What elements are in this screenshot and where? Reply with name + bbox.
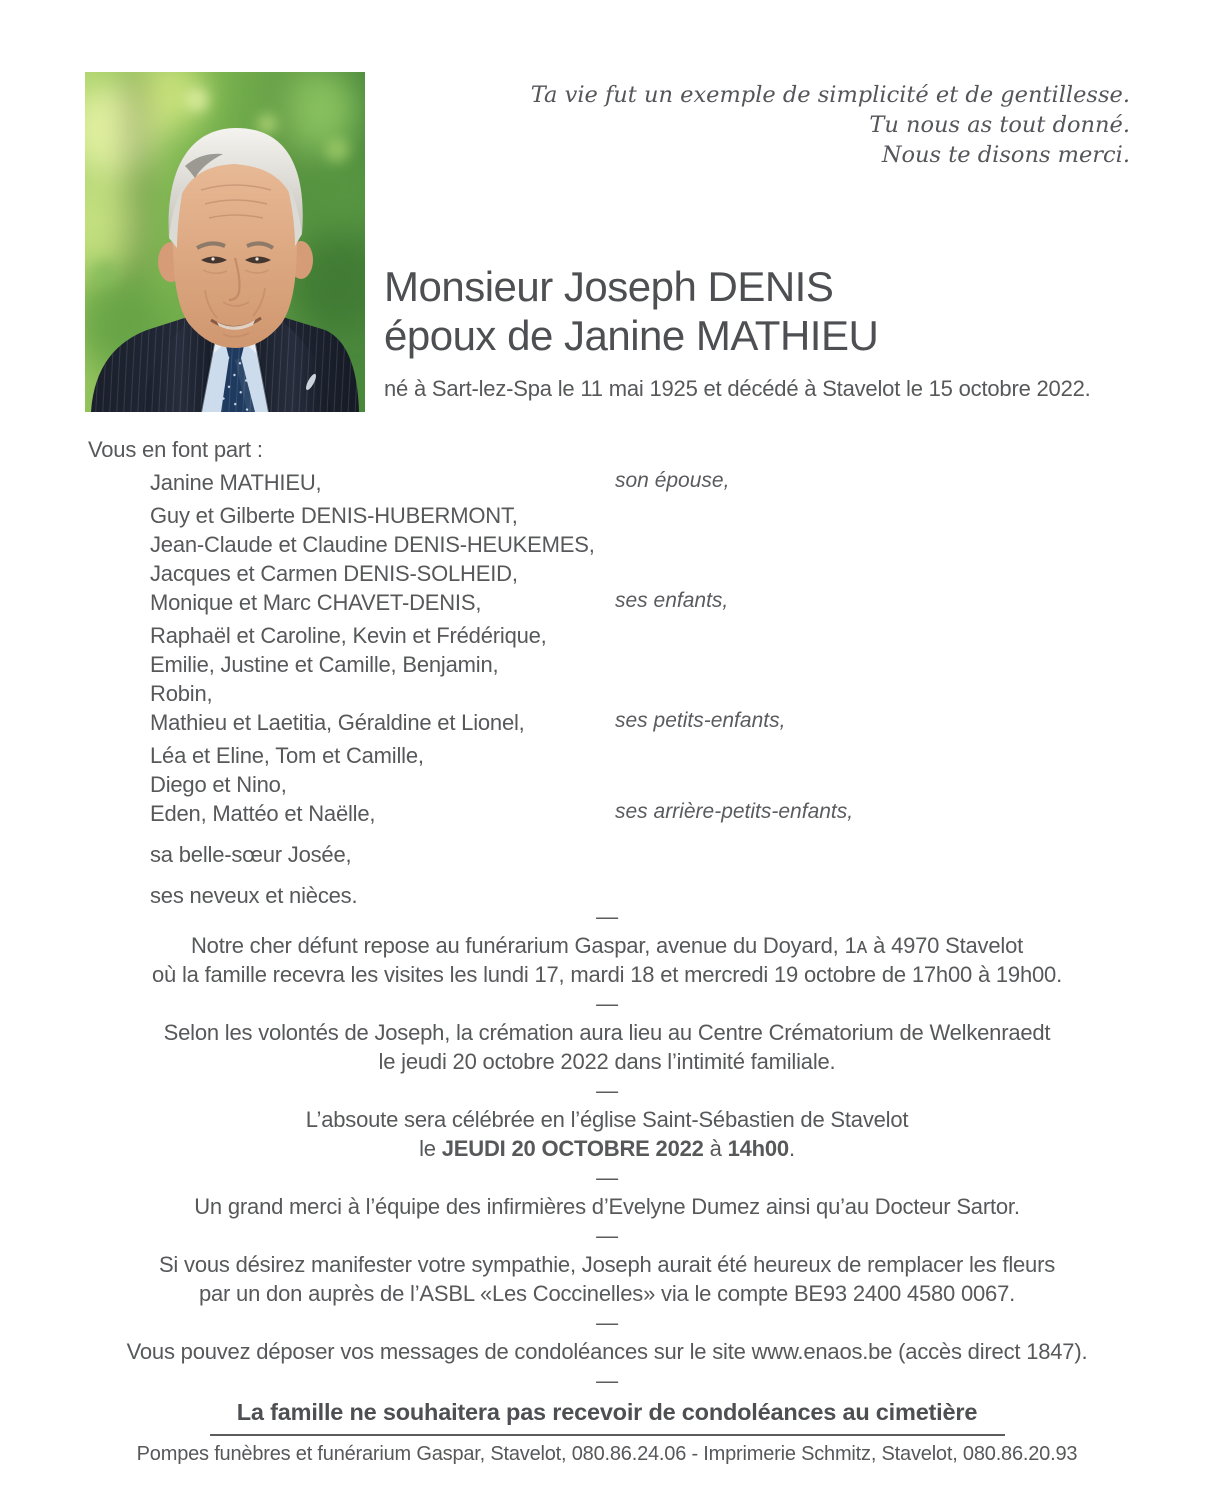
announcement-line: Notre cher défunt repose au funérarium Gaspar, avenue du Doyard, 1ᴀ à 4970 Stavelot xyxy=(190,933,1024,958)
footer-divider xyxy=(210,1434,1005,1436)
deceased-name: Monsieur Joseph DENIS xyxy=(384,263,834,310)
announcement-paragraph xyxy=(0,1337,1214,1366)
announcement-paragraph xyxy=(0,1192,1214,1221)
quote-line: Tu nous as tout donné. xyxy=(869,112,1130,138)
announcement-line: L’absoute sera célébrée en l’église Saint-Sébastien de Stavelot xyxy=(305,1107,909,1132)
announcement-line: où la famille recevra les visites les lundi 17, mardi 18 et mercredi 19 octobre de 17h00 à 19h00. xyxy=(151,962,1062,987)
announcement-paragraph xyxy=(0,1018,1214,1076)
family-member-line: Janine MATHIEU, xyxy=(150,470,322,495)
announcement-paragraph xyxy=(0,931,1214,989)
family-member-line: ses neveux et nièces. xyxy=(150,883,358,908)
separator-dash: — xyxy=(596,1078,618,1103)
family-member-line: Eden, Mattéo et Naëlle, xyxy=(150,801,376,826)
relationship-label: son épouse, xyxy=(615,469,730,492)
family-member-line: Léa et Eline, Tom et Camille, xyxy=(150,743,424,768)
family-member-line: Raphaël et Caroline, Kevin et Frédérique, xyxy=(150,623,547,648)
announcement-paragraph-emphasis xyxy=(0,1398,1214,1427)
family-section xyxy=(88,435,1148,910)
family-intro: Vous en font part : xyxy=(88,437,263,462)
separator-dash: — xyxy=(596,1165,618,1190)
announcement-line: le JEUDI 20 OCTOBRE 2022 à 14h00. xyxy=(419,1136,795,1161)
family-member-line: Jean-Claude et Claudine DENIS-HEUKEMES, xyxy=(150,532,595,557)
announcement-line: Vous pouvez déposer vos messages de condoléances sur le site www.enaos.be (accès direct 1847). xyxy=(126,1339,1088,1364)
announcement-paragraph xyxy=(0,1250,1214,1308)
family-member-line: Emilie, Justine et Camille, Benjamin, xyxy=(150,652,499,677)
separator-dash: — xyxy=(596,1223,618,1248)
quote-line: Ta vie fut un exemple de simplicité et de gentillesse. xyxy=(530,82,1130,108)
family-member-line: Mathieu et Laetitia, Géraldine et Lionel, xyxy=(150,710,525,735)
family-group xyxy=(150,840,1148,869)
quote-line: Nous te disons merci. xyxy=(881,142,1130,168)
portrait-illustration xyxy=(85,72,365,412)
family-member-line: Jacques et Carmen DENIS-SOLHEID, xyxy=(150,561,518,586)
family-member-line: Monique et Marc CHAVET-DENIS, xyxy=(150,590,482,615)
portrait-photo xyxy=(85,72,365,412)
separator-dash: — xyxy=(596,1310,618,1335)
announcement-line: Selon les volontés de Joseph, la crémation aura lieu au Centre Crématorium de Welkenraedt xyxy=(163,1020,1051,1045)
announcement-line: Un grand merci à l’équipe des infirmières d’Evelyne Dumez ainsi qu’au Docteur Sartor. xyxy=(194,1194,1020,1219)
relationship-label: ses enfants, xyxy=(615,589,729,612)
family-member-line: Guy et Gilberte DENIS-HUBERMONT, xyxy=(150,503,518,528)
separator-dash: — xyxy=(596,904,618,929)
relationship-label: ses arrière-petits-enfants, xyxy=(615,800,854,823)
footer-contact: Pompes funèbres et funérarium Gaspar, Stavelot, 080.86.24.06 - Imprimerie Schmitz, Stavelot, 080.86.20.93 xyxy=(136,1443,1078,1465)
announcement-line: par un don auprès de l’ASBL «Les Coccinelles» via le compte BE93 2400 4580 0067. xyxy=(198,1281,1016,1306)
separator-dash: — xyxy=(596,1368,618,1393)
family-groups xyxy=(88,468,1148,910)
footer xyxy=(0,1434,1214,1466)
family-member-line: Robin, xyxy=(150,681,213,706)
family-group xyxy=(150,501,1148,617)
announcement-line: La famille ne souhaitera pas recevoir de condoléances au cimetière xyxy=(236,1399,978,1425)
family-member-line: Diego et Nino, xyxy=(150,772,287,797)
life-dates: né à Sart-lez-Spa le 11 mai 1925 et décédé à Stavelot le 15 octobre 2022. xyxy=(384,376,1091,401)
announcements-section xyxy=(0,902,1214,1427)
relationship-label: ses petits-enfants, xyxy=(615,709,786,732)
family-group xyxy=(150,741,1148,828)
announcement-line: le jeudi 20 octobre 2022 dans l’intimité familiale. xyxy=(378,1049,836,1074)
separator-dash: — xyxy=(596,991,618,1016)
deceased-name-block xyxy=(384,262,878,360)
family-member-line: sa belle-sœur Josée, xyxy=(150,842,352,867)
announcement-paragraph xyxy=(0,1105,1214,1163)
announcement-line: Si vous désirez manifester votre sympathie, Joseph aurait été heureux de remplacer les fleurs xyxy=(158,1252,1056,1277)
memorial-quote xyxy=(531,80,1130,170)
family-group xyxy=(150,468,1148,497)
spouse-line: époux de Janine MATHIEU xyxy=(384,312,879,359)
family-group xyxy=(150,621,1148,737)
